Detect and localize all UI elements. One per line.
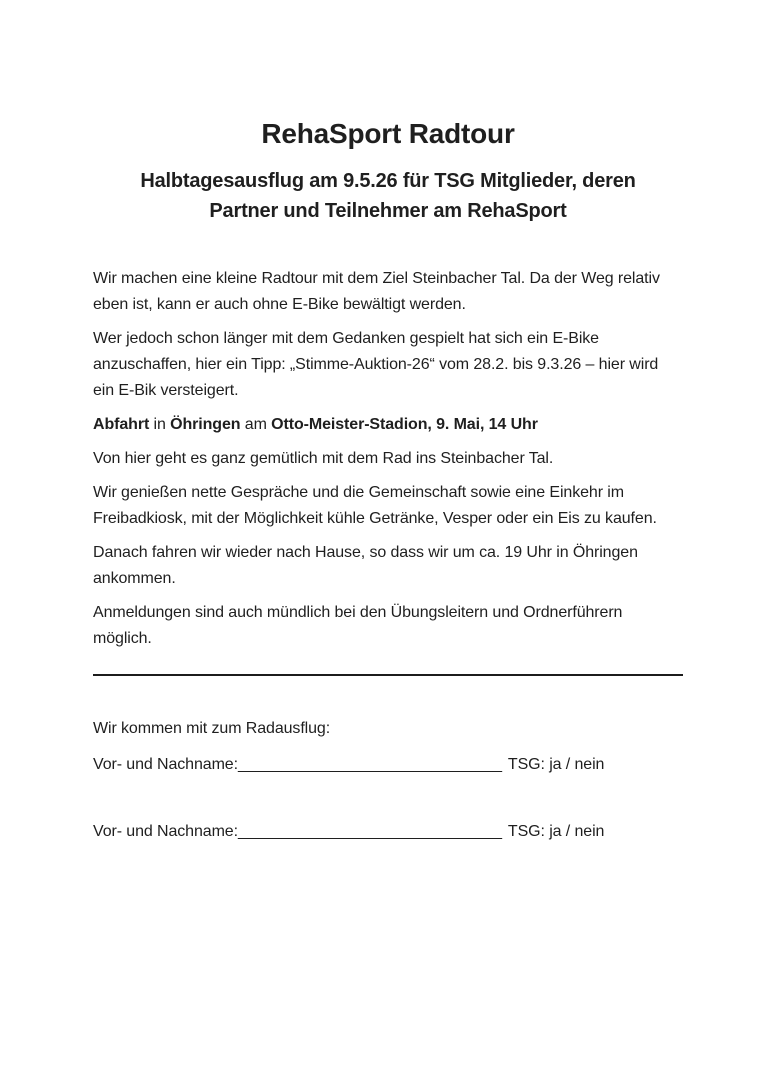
departure-plain-2: am (240, 416, 272, 433)
signup-intro: Wir kommen mit zum Radausflug: (93, 720, 331, 737)
divider (93, 674, 683, 676)
paragraph-refreshments: Wir genießen nette Gespräche und die Gemeinschaft sowie eine Einkehr im Freibadkiosk, mit der Möglichkeit kühle Getränke, Vesper oder ein Eis zu kaufen. (93, 484, 657, 527)
paragraph-route: Von hier geht es ganz gemütlich mit dem Rad ins Steinbacher Tal. (93, 450, 554, 467)
tsg-choice-label: TSG: ja / nein (507, 823, 605, 840)
paragraph-return: Danach fahren wir wieder nach Hause, so dass wir um ca. 19 Uhr in Öhringen ankommen. (93, 544, 638, 587)
page-subtitle (93, 166, 683, 226)
name-label: Vor- und Nachname: (93, 756, 238, 773)
paragraph-ebike-tip: Wer jedoch schon länger mit dem Gedanken gespielt hat sich ein E-Bike anzuschaffen, hier ein Tipp: „Stimme-Auktion-26“ vom 28.2. bis 9.3.26 – hier wird ein E-Bik versteigert. (93, 330, 659, 399)
subtitle-line-1: Halbtagesausflug am 9.5.26 für TSG Mitglieder, deren (140, 170, 636, 192)
paragraph-intro: Wir machen eine kleine Radtour mit dem Ziel Steinbacher Tal. Da der Weg relativ eben ist, kann er auch ohne E-Bike bewältigt werden. (93, 270, 660, 313)
tsg-choice-label: TSG: ja / nein (507, 756, 605, 773)
name-blank-line: ______________________________ (237, 823, 502, 840)
name-label: Vor- und Nachname: (93, 823, 238, 840)
departure-plain-1: in (149, 416, 171, 433)
body-text (93, 266, 683, 652)
page-title: RehaSport Radtour (261, 118, 515, 149)
departure-label: Abfahrt (93, 416, 150, 433)
signup-row (93, 752, 683, 778)
departure-city: Öhringen (170, 416, 241, 433)
paragraph-departure (93, 412, 683, 438)
departure-location-time: Otto-Meister-Stadion, 9. Mai, 14 Uhr (271, 416, 538, 433)
signup-row (93, 819, 683, 845)
paragraph-registration: Anmeldungen sind auch mündlich bei den Übungsleitern und Ordnerführern möglich. (93, 604, 623, 647)
subtitle-line-2: Partner und Teilnehmer am RehaSport (209, 200, 567, 222)
document-content (93, 0, 683, 845)
name-blank-line: ______________________________ (237, 756, 502, 773)
